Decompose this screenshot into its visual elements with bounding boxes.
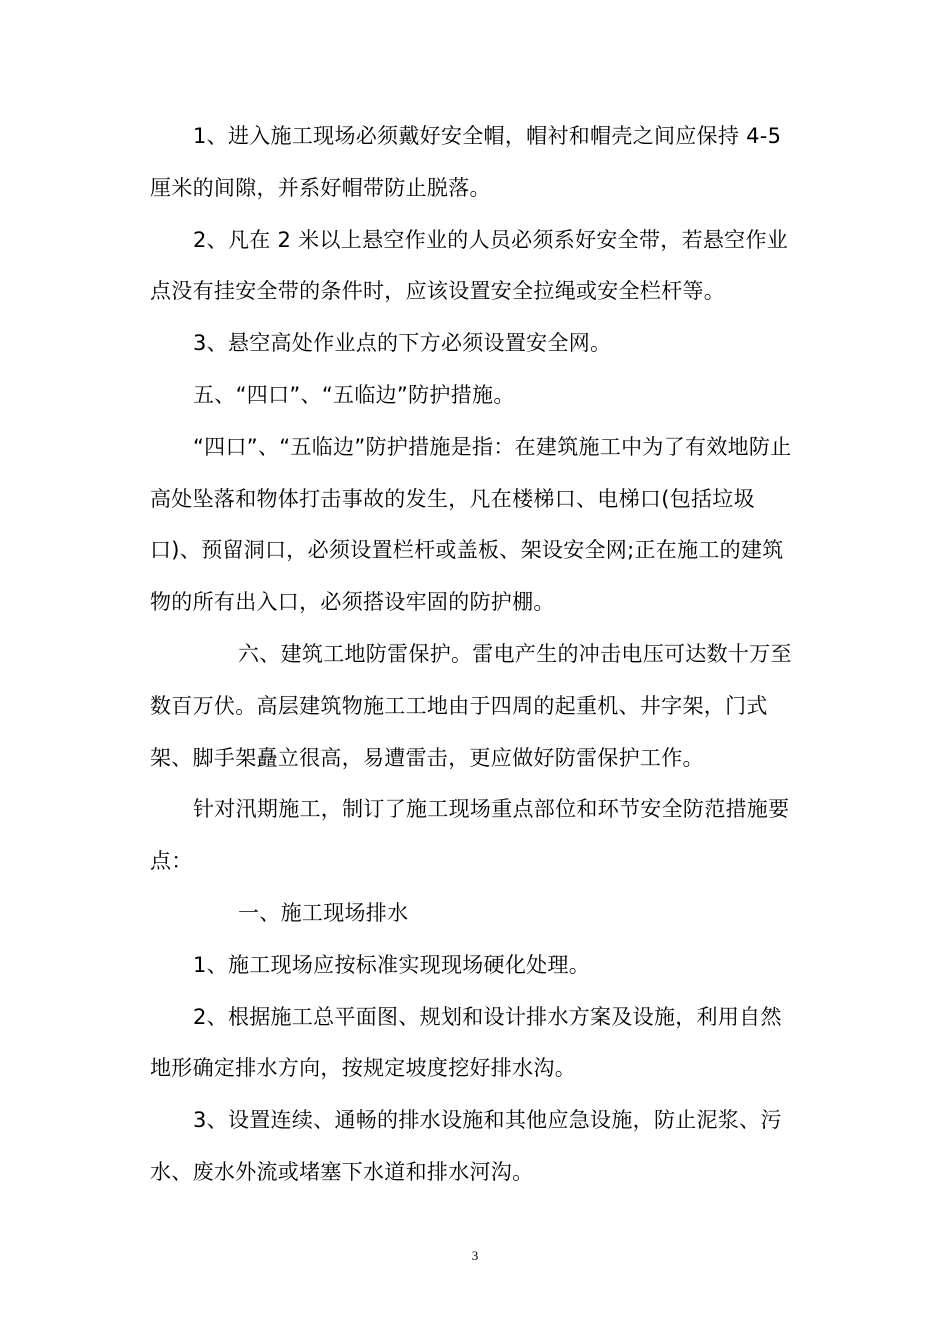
- page-number: 3: [471, 1248, 479, 1263]
- paragraph-safety-belt-rule: 2、凡在 2 米以上悬空作业的人员必须系好安全带，若悬空作业点没有挂安全带的条件时，应该设置安全拉绳或安全栏杆等。: [150, 227, 789, 304]
- paragraph-protection-measures: “四口”、“五临边”防护措施是指：在建筑施工中为了有效地防止高处坠落和物体打击事故的发生，凡在楼梯口、电梯口(包括垃圾口)、预留洞口，必须设置栏杆或盖板、架设安全网;正在施工的建筑物的所有出入口，必须搭设牢固的防护棚。: [150, 434, 792, 615]
- paragraph-flood-season-intro: 针对汛期施工，制订了施工现场重点部位和环节安全防范措施要点：: [150, 797, 790, 874]
- section-heading-lightning-protection: 六、建筑工地防雷保护。雷电产生的冲击电压可达数十万至数百万伏。高层建筑物施工工地由于四周的起重机、井字架，门式架、脚手架矗立很高，易遭雷击，更应做好防雷保护工作。: [150, 641, 792, 770]
- document-body: [150, 111, 800, 1199]
- paragraph-drainage-facilities: 3、设置连续、通畅的排水设施和其他应急设施，防止泥浆、污水、废水外流或堵塞下水道和排水河沟。: [150, 1108, 782, 1184]
- paragraph-site-hardening: 1、施工现场应按标准实现现场硬化处理。: [193, 952, 591, 977]
- section-heading-site-drainage: 一、施工现场排水: [238, 900, 409, 925]
- paragraph-safety-net-rule: 3、悬空高处作业点的下方必须设置安全网。: [193, 331, 612, 356]
- section-heading-protection-measures: 五、“四口”、“五临边”防护措施。: [193, 382, 515, 407]
- paragraph-helmet-rule: 1、进入施工现场必须戴好安全帽，帽衬和帽壳之间应保持 4-5 厘米的间隙，并系好帽带防止脱落。: [150, 124, 782, 200]
- paragraph-drainage-plan: 2、根据施工总平面图、规划和设计排水方案及设施，利用自然地形确定排水方向，按规定坡度挖好排水沟。: [150, 1004, 782, 1081]
